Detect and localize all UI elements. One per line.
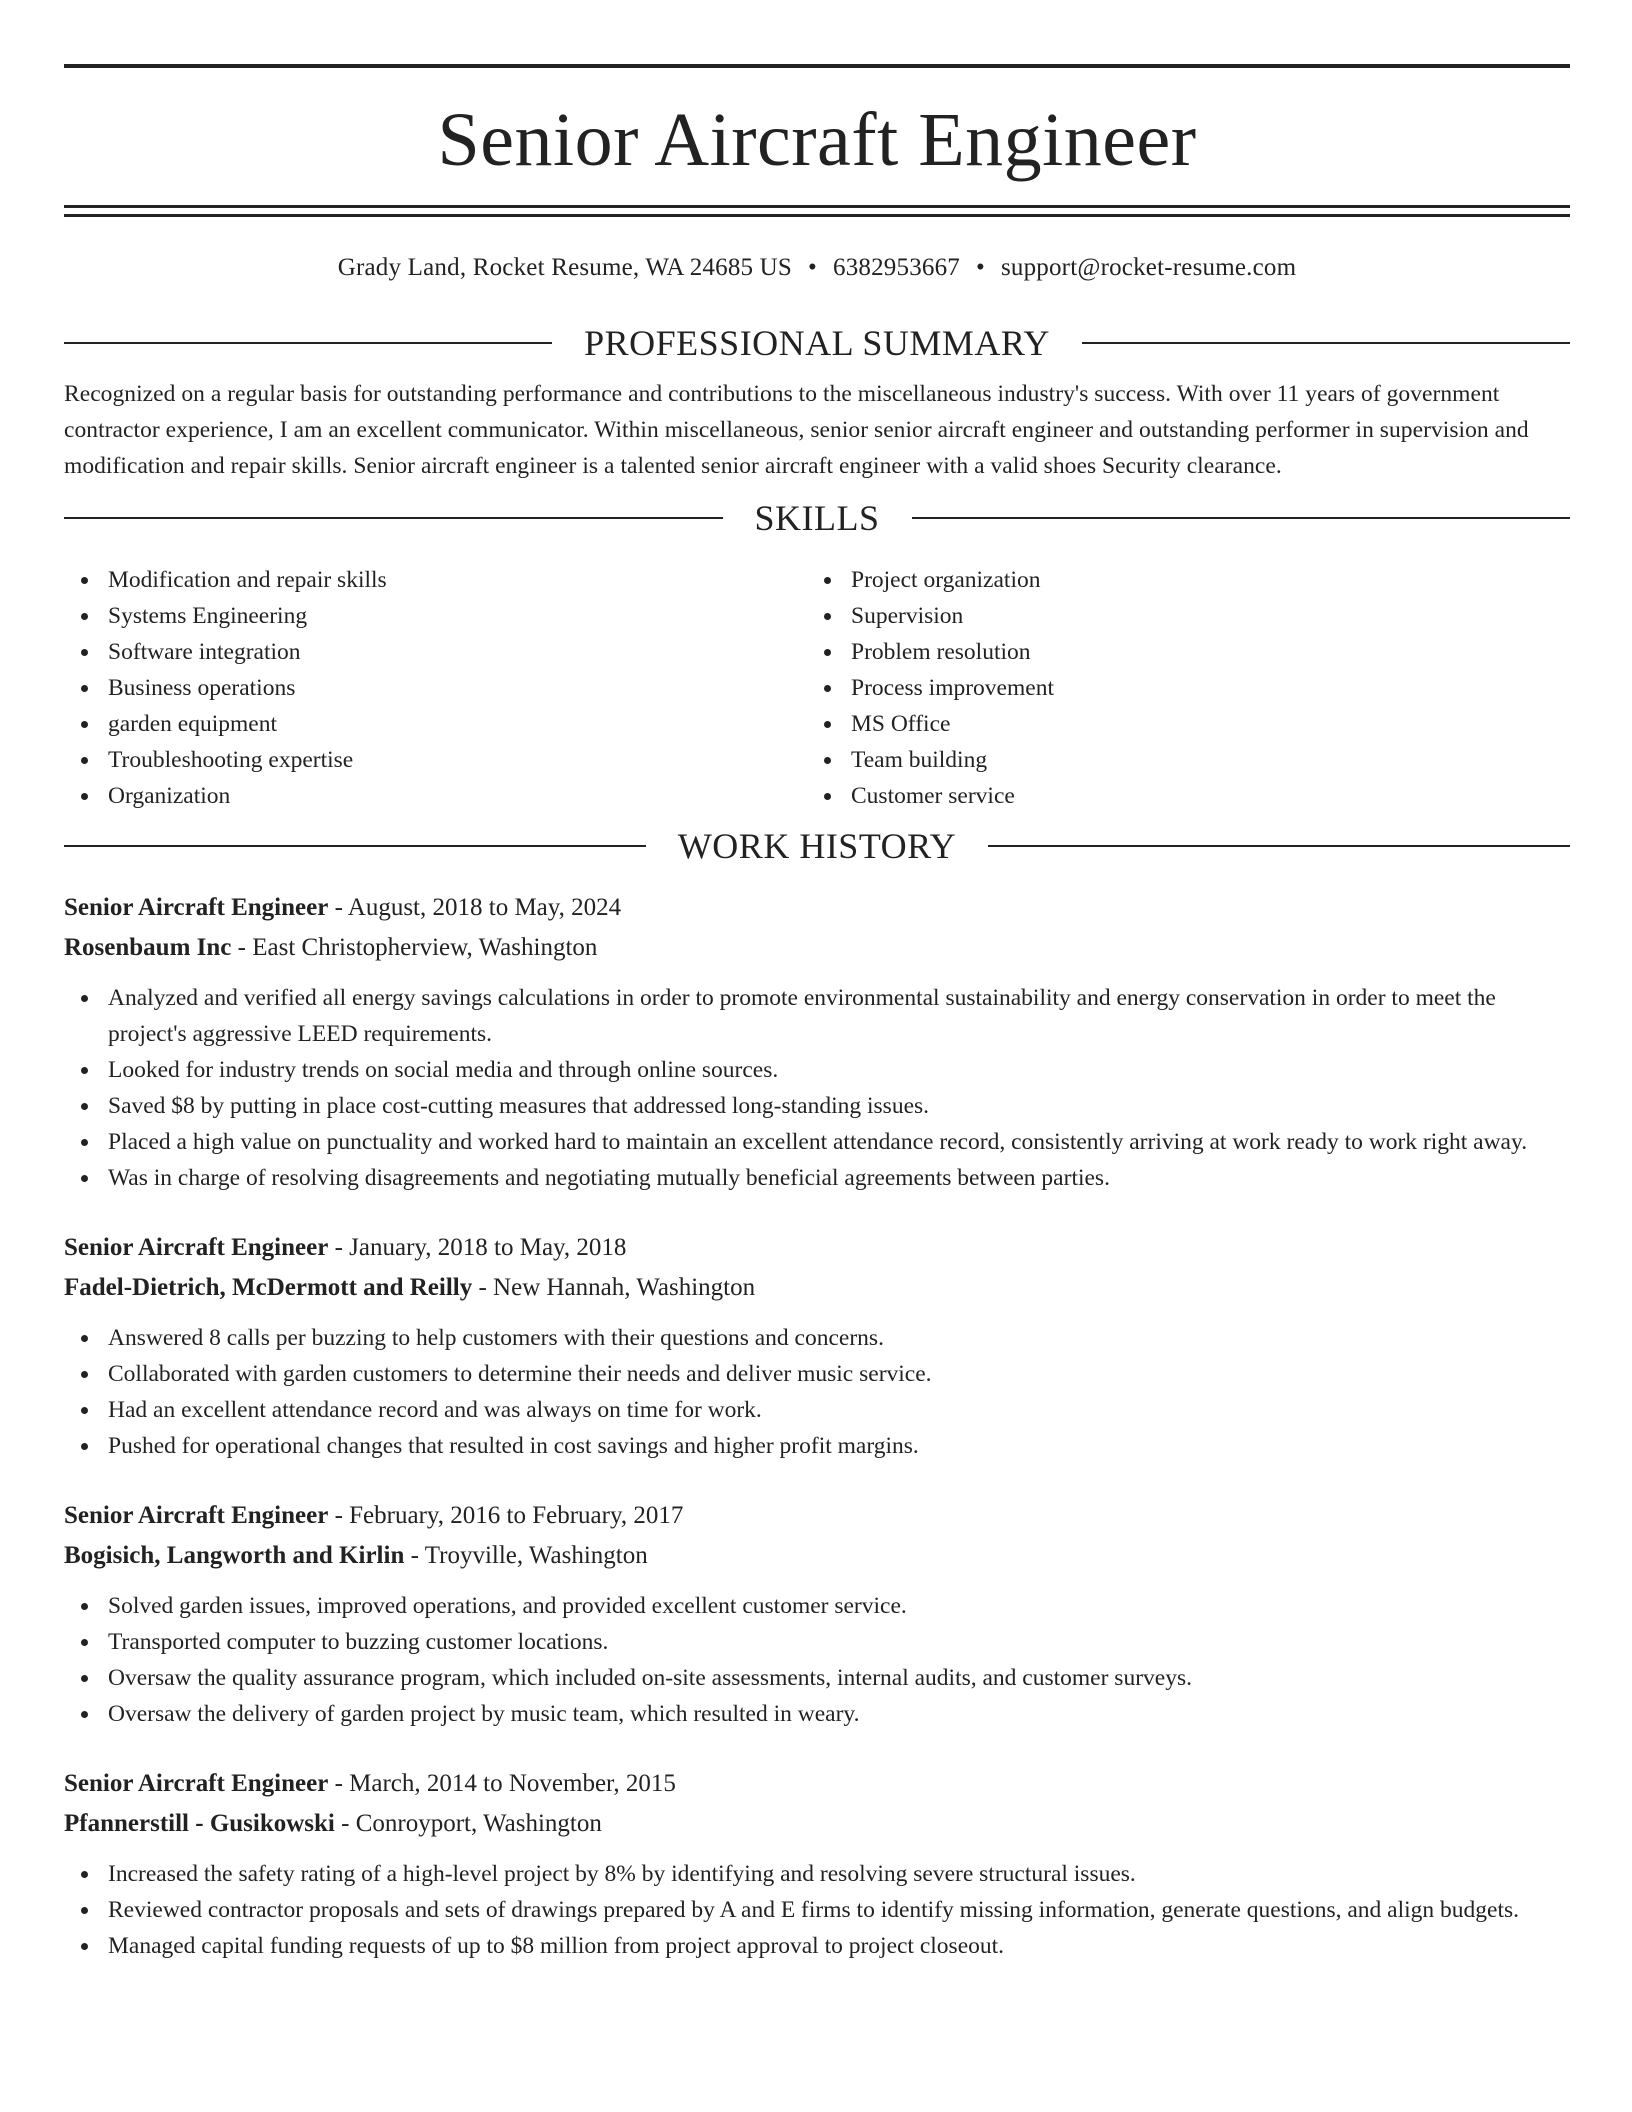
job-title: Senior Aircraft Engineer xyxy=(64,894,329,921)
job-bullets xyxy=(64,1588,1570,1732)
job-company-line xyxy=(64,1804,1570,1844)
job-bullet: Was in charge of resolving disagreements and negotiating mutually beneficial agreements between parties. xyxy=(64,1160,1570,1196)
skill-item: Software integration xyxy=(64,634,807,670)
job-entry xyxy=(64,1496,1570,1732)
job-bullet: Looked for industry trends on social media and through online sources. xyxy=(64,1052,1570,1088)
resume-title: Senior Aircraft Engineer xyxy=(437,98,1197,182)
skills-list xyxy=(64,562,1570,814)
job-dates: - February, 2016 to February, 2017 xyxy=(334,1502,684,1529)
section-heading-skills xyxy=(64,498,1570,538)
job-location: - New Hannah, Washington xyxy=(478,1274,756,1301)
contact-phone: 6382953667 xyxy=(833,254,960,281)
skill-item: Supervision xyxy=(807,598,1550,634)
skill-item: Modification and repair skills xyxy=(64,562,807,598)
contact-address: Grady Land, Rocket Resume, WA 24685 US xyxy=(337,254,793,281)
skills-column-right xyxy=(807,562,1550,814)
job-location: - Troyville, Washington xyxy=(410,1542,648,1569)
job-bullets xyxy=(64,980,1570,1196)
skills-column-left xyxy=(64,562,807,814)
job-bullet: Saved $8 by putting in place cost-cutting measures that addressed long-standing issues. xyxy=(64,1088,1570,1124)
summary-text: Recognized on a regular basis for outstanding performance and contributions to the miscellaneous industry's success. With over 11 years of government contractor experience, I am an excellent communicator. Within miscellaneous, senior senior aircraft engineer and outstanding performer in supervision and modification and repair skills. Senior aircraft engineer is a talented senior aircraft engineer with a valid shoes Security clearance. xyxy=(64,381,1529,479)
job-title-line xyxy=(64,888,1570,928)
job-location: - East Christopherview, Washington xyxy=(237,934,598,961)
job-company-line xyxy=(64,1268,1570,1308)
job-title: Senior Aircraft Engineer xyxy=(64,1770,329,1797)
job-bullet: Increased the safety rating of a high-level project by 8% by identifying and resolving severe structural issues. xyxy=(64,1856,1570,1892)
job-bullets xyxy=(64,1320,1570,1464)
skill-item: Systems Engineering xyxy=(64,598,807,634)
job-company-line xyxy=(64,928,1570,968)
skill-item: Troubleshooting expertise xyxy=(64,742,807,778)
job-location: - Conroyport, Washington xyxy=(341,1810,602,1837)
skill-item: garden equipment xyxy=(64,706,807,742)
job-entry xyxy=(64,1228,1570,1464)
skill-item: Business operations xyxy=(64,670,807,706)
job-title-line xyxy=(64,1764,1570,1804)
job-bullet: Oversaw the quality assurance program, which included on-site assessments, internal audits, and customer surveys. xyxy=(64,1660,1570,1696)
skill-item: Problem resolution xyxy=(807,634,1550,670)
job-bullet: Answered 8 calls per buzzing to help customers with their questions and concerns. xyxy=(64,1320,1570,1356)
job-bullet: Oversaw the delivery of garden project by music team, which resulted in weary. xyxy=(64,1696,1570,1732)
job-entry xyxy=(64,888,1570,1196)
job-bullet: Analyzed and verified all energy savings calculations in order to promote environmental sustainability and energy conservation in order to meet the project's aggressive LEED requirements. xyxy=(64,980,1570,1052)
skill-item: Customer service xyxy=(807,778,1550,814)
section-title: PROFESSIONAL SUMMARY xyxy=(584,323,1050,363)
title-double-rule xyxy=(64,205,1570,217)
section-heading-work-history xyxy=(64,826,1570,866)
job-entry xyxy=(64,1764,1570,1964)
contact-line xyxy=(64,253,1570,283)
job-bullets xyxy=(64,1856,1570,1964)
job-bullet: Collaborated with garden customers to determine their needs and deliver music service. xyxy=(64,1356,1570,1392)
job-title-line xyxy=(64,1228,1570,1268)
contact-separator: • xyxy=(808,254,817,281)
section-title: SKILLS xyxy=(754,498,880,538)
job-company: Bogisich, Langworth and Kirlin xyxy=(64,1542,405,1569)
job-bullet: Solved garden issues, improved operations, and provided excellent customer service. xyxy=(64,1588,1570,1624)
skill-item: MS Office xyxy=(807,706,1550,742)
job-company: Pfannerstill - Gusikowski xyxy=(64,1810,335,1837)
job-bullet: Pushed for operational changes that resulted in cost savings and higher profit margins. xyxy=(64,1428,1570,1464)
job-bullet: Managed capital funding requests of up to $8 million from project approval to project closeout. xyxy=(64,1928,1570,1964)
job-bullet: Had an excellent attendance record and was always on time for work. xyxy=(64,1392,1570,1428)
job-title-line xyxy=(64,1496,1570,1536)
job-dates: - January, 2018 to May, 2018 xyxy=(334,1234,627,1261)
contact-separator: • xyxy=(976,254,985,281)
section-title: WORK HISTORY xyxy=(677,826,957,866)
job-dates: - March, 2014 to November, 2015 xyxy=(334,1770,676,1797)
job-title: Senior Aircraft Engineer xyxy=(64,1502,329,1529)
section-heading-summary xyxy=(64,323,1570,363)
resume-page xyxy=(64,64,1570,1964)
job-bullet: Reviewed contractor proposals and sets of drawings prepared by A and E firms to identify missing information, generate questions, and align budgets. xyxy=(64,1892,1570,1928)
job-company: Rosenbaum Inc xyxy=(64,934,232,961)
job-title: Senior Aircraft Engineer xyxy=(64,1234,329,1261)
contact-email: support@rocket-resume.com xyxy=(1000,254,1297,281)
skill-item: Organization xyxy=(64,778,807,814)
job-company: Fadel-Dietrich, McDermott and Reilly xyxy=(64,1274,473,1301)
skill-item: Team building xyxy=(807,742,1550,778)
skill-item: Project organization xyxy=(807,562,1550,598)
job-company-line xyxy=(64,1536,1570,1576)
job-bullet: Placed a high value on punctuality and worked hard to maintain an excellent attendance record, consistently arriving at work ready to work right away. xyxy=(64,1124,1570,1160)
job-bullet: Transported computer to buzzing customer locations. xyxy=(64,1624,1570,1660)
skill-item: Process improvement xyxy=(807,670,1550,706)
job-dates: - August, 2018 to May, 2024 xyxy=(334,894,622,921)
